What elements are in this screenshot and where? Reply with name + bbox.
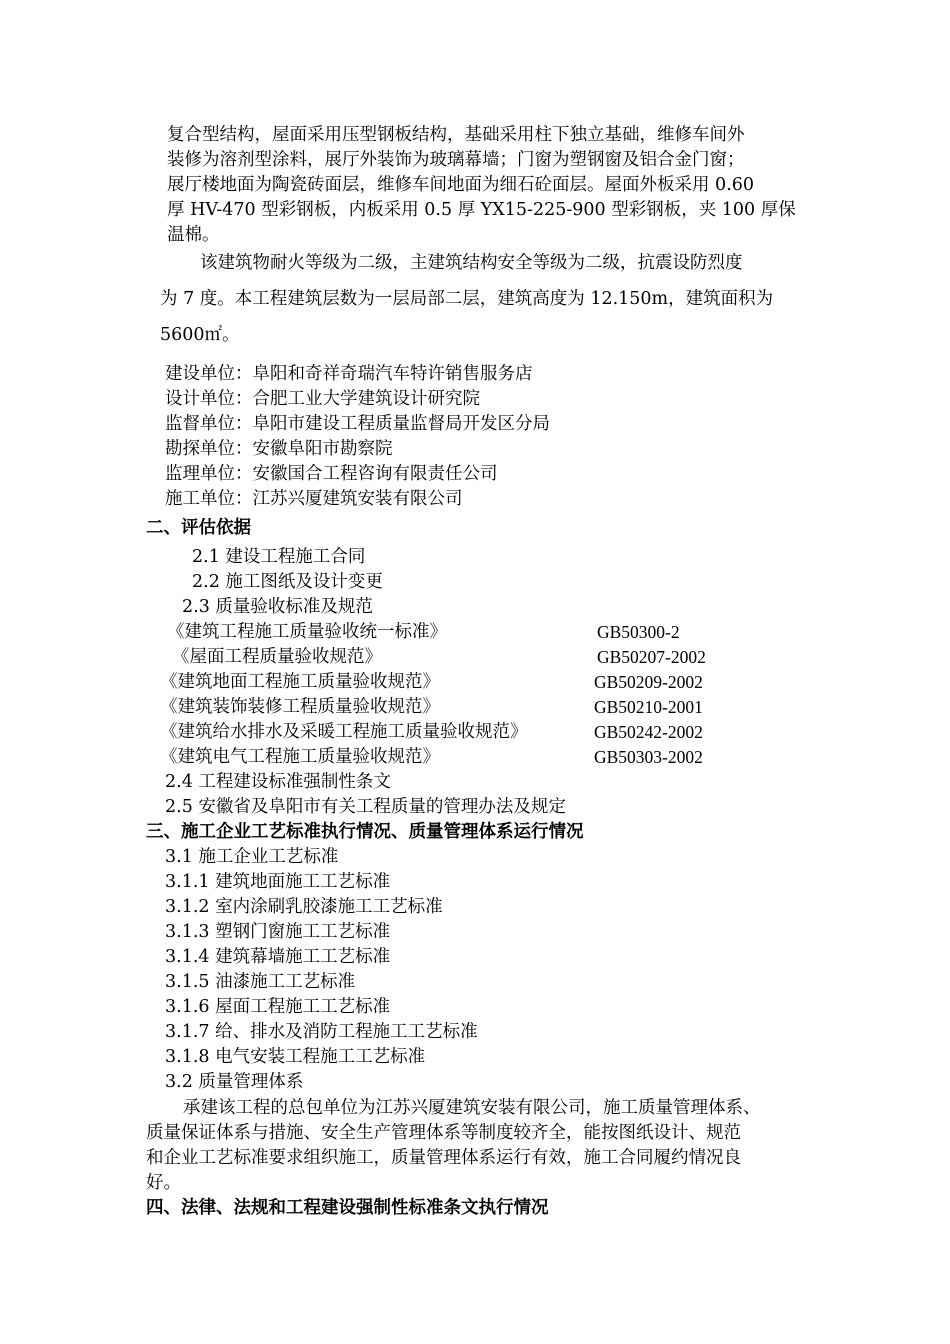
list-item: 3.1.2 室内涂刷乳胶漆施工工艺标准 bbox=[165, 897, 443, 917]
intro-line: 温棉。 bbox=[167, 225, 220, 245]
standard-name: 《建筑工程施工质量验收统一标准》 bbox=[167, 622, 447, 642]
fire-rating-line: 为 7 度。本工程建筑层数为一层局部二层，建筑高度为 12.150m，建筑面积为 bbox=[160, 289, 774, 309]
body-line: 质量保证体系与措施、安全生产管理体系等制度较齐全，能按图纸设计、规范 bbox=[146, 1123, 741, 1143]
list-item: 2.1 建设工程施工合同 bbox=[192, 547, 366, 567]
intro-line: 复合型结构，屋面采用压型钢板结构，基础采用柱下独立基础，维修车间外 bbox=[167, 125, 745, 145]
list-item: 3.2 质量管理体系 bbox=[165, 1072, 304, 1092]
intro-line: 厚 HV-470 型彩钢板，内板采用 0.5 厚 YX15-225-900 型彩钢板，夹 100 厚保 bbox=[167, 200, 796, 220]
fire-rating-line: 5600㎡。 bbox=[160, 325, 240, 345]
section-heading: 二、评估依据 bbox=[146, 518, 251, 538]
standard-code: GB50210-2001 bbox=[594, 697, 703, 717]
standard-code: GB50300-2 bbox=[597, 622, 680, 642]
body-line: 承建该工程的总包单位为江苏兴厦建筑安装有限公司，施工质量管理体系、 bbox=[183, 1098, 761, 1118]
intro-line: 装修为溶剂型涂料，展厅外装饰为玻璃幕墙；门窗为塑钢窗及铝合金门窗； bbox=[167, 150, 745, 170]
list-item: 2.5 安徽省及阜阳市有关工程质量的管理办法及规定 bbox=[165, 797, 566, 817]
list-item: 3.1.8 电气安装工程施工工艺标准 bbox=[165, 1047, 426, 1067]
unit-survey: 勘探单位：安徽阜阳市勘察院 bbox=[165, 439, 393, 459]
unit-supervisor: 监理单位：安徽国合工程咨询有限责任公司 bbox=[165, 464, 498, 484]
standard-name: 《建筑给水排水及采暖工程施工质量验收规范》 bbox=[160, 722, 528, 742]
standard-code: GB50303-2002 bbox=[594, 747, 703, 767]
unit-design: 设计单位：合肥工业大学建筑设计研究院 bbox=[165, 389, 480, 409]
standard-code: GB50207-2002 bbox=[597, 647, 706, 667]
list-item: 2.4 工程建设标准强制性条文 bbox=[165, 772, 391, 792]
unit-contractor: 施工单位：江苏兴厦建筑安装有限公司 bbox=[165, 489, 463, 509]
list-item: 3.1.6 屋面工程施工工艺标准 bbox=[165, 997, 391, 1017]
section-heading: 三、施工企业工艺标准执行情况、质量管理体系运行情况 bbox=[146, 822, 584, 842]
section-heading: 四、法律、法规和工程建设强制性标准条文执行情况 bbox=[146, 1198, 549, 1218]
standard-name: 《建筑装饰装修工程质量验收规范》 bbox=[160, 697, 440, 717]
unit-construction: 建设单位：阜阳和奇祥奇瑞汽车特许销售服务店 bbox=[165, 364, 533, 384]
list-item: 3.1 施工企业工艺标准 bbox=[165, 847, 339, 867]
standard-code: GB50242-2002 bbox=[594, 722, 703, 742]
list-item: 2.3 质量验收标准及规范 bbox=[182, 597, 373, 617]
list-item: 3.1.1 建筑地面施工工艺标准 bbox=[165, 872, 391, 892]
list-item: 3.1.5 油漆施工工艺标准 bbox=[165, 972, 356, 992]
unit-supervision-authority: 监督单位：阜阳市建设工程质量监督局开发区分局 bbox=[165, 414, 550, 434]
body-line: 和企业工艺标准要求组织施工，质量管理体系运行有效，施工合同履约情况良 bbox=[146, 1148, 741, 1168]
standard-name: 《建筑电气工程施工质量验收规范》 bbox=[160, 747, 440, 767]
list-item: 3.1.4 建筑幕墙施工工艺标准 bbox=[165, 947, 391, 967]
list-item: 2.2 施工图纸及设计变更 bbox=[192, 572, 383, 592]
standard-name: 《屋面工程质量验收规范》 bbox=[172, 647, 382, 667]
body-line: 好。 bbox=[146, 1173, 181, 1193]
fire-rating-line: 该建筑物耐火等级为二级，主建筑结构安全等级为二级，抗震设防烈度 bbox=[200, 253, 743, 273]
standard-code: GB50209-2002 bbox=[594, 672, 703, 692]
standard-name: 《建筑地面工程施工质量验收规范》 bbox=[160, 672, 440, 692]
intro-line: 展厅楼地面为陶瓷砖面层，维修车间地面为细石砼面层。屋面外板采用 0.60 bbox=[167, 175, 755, 195]
list-item: 3.1.3 塑钢门窗施工工艺标准 bbox=[165, 922, 391, 942]
list-item: 3.1.7 给、排水及消防工程施工工艺标准 bbox=[165, 1022, 478, 1042]
